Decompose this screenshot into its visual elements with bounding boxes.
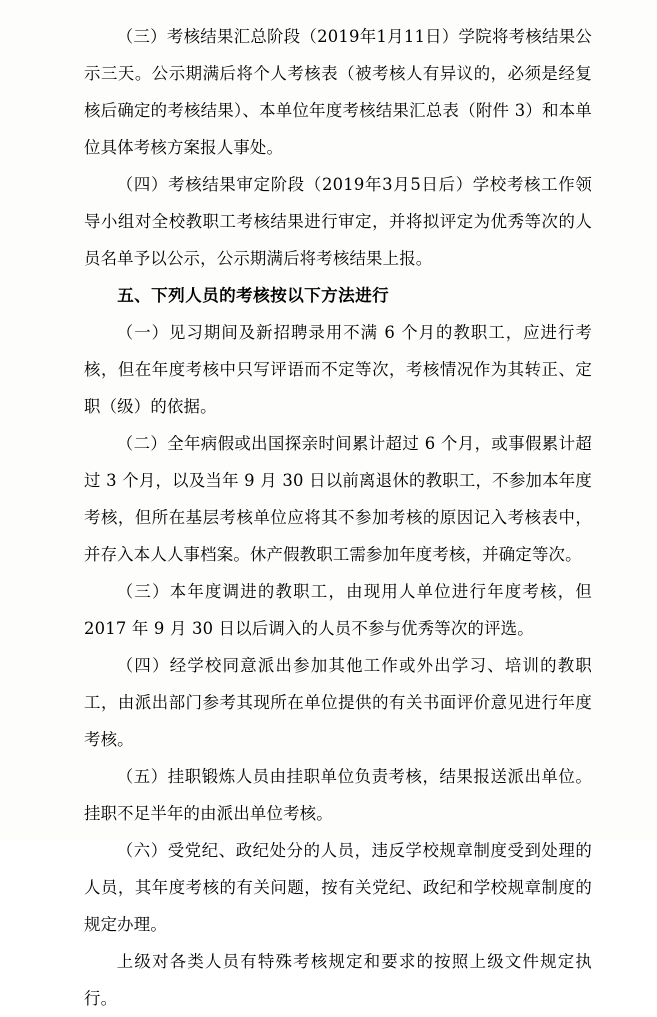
- section-heading-five: 五、下列人员的考核按以下方法进行: [117, 285, 390, 305]
- document-body: [84, 18, 592, 1017]
- paragraph-assessment-review-stage: （四）考核结果审定阶段（2019年3月5日后）学校考核工作领导小组对全校教职工考核结果进行审定，并将拟评定为优秀等次的人员名单予以公示，公示期满后将考核结果上报。: [84, 175, 592, 268]
- paragraph-closing-superior-regulations: 上级对各类人员有特殊考核规定和要求的按照上级文件规定执行。: [84, 952, 592, 1008]
- paragraph-item-five-temporary-posting: （五）挂职锻炼人员由挂职单位负责考核，结果报送派出单位。挂职不足半年的由派出单位考核。: [84, 767, 592, 823]
- paragraph-assessment-summary-stage: （三）考核结果汇总阶段（2019年1月11日）学院将考核结果公示三天。公示期满后将个人考核表（被考核人有异议的，必须是经复核后确定的考核结果）、本单位年度考核结果汇总表（附件 3）和本单位具体考核方案报人事处。: [84, 27, 592, 157]
- paragraph-item-two-sick-leave: （二）全年病假或出国探亲时间累计超过 6 个月，或事假累计超过 3 个月，以及当年 9 月 30 日以前离退休的教职工，不参加本年度考核，但所在基层考核单位应将其不参加考核的原因记入考核表中，并存入本人人事档案。休产假教职工需参加年度考核，并确定等次。: [84, 434, 592, 564]
- paragraph-item-one-probation-staff: （一）见习期间及新招聘录用不满 6 个月的教职工，应进行考核，但在年度考核中只写评语而不定等次，考核情况作为其转正、定职（级）的依据。: [84, 323, 592, 416]
- paragraph-item-three-transferred-staff: （三）本年度调进的教职工，由现用人单位进行年度考核，但 2017 年 9 月 30 日以后调入的人员不参与优秀等次的评选。: [84, 582, 592, 638]
- paragraph-item-four-dispatched-staff: （四）经学校同意派出参加其他工作或外出学习、培训的教职工，由派出部门参考其现所在单位提供的有关书面评价意见进行年度考核。: [84, 656, 592, 749]
- paragraph-item-six-disciplinary-action: （六）受党纪、政纪处分的人员，违反学校规章制度受到处理的人员，其年度考核的有关问题，按有关党纪、政纪和学校规章制度的规定办理。: [84, 841, 592, 934]
